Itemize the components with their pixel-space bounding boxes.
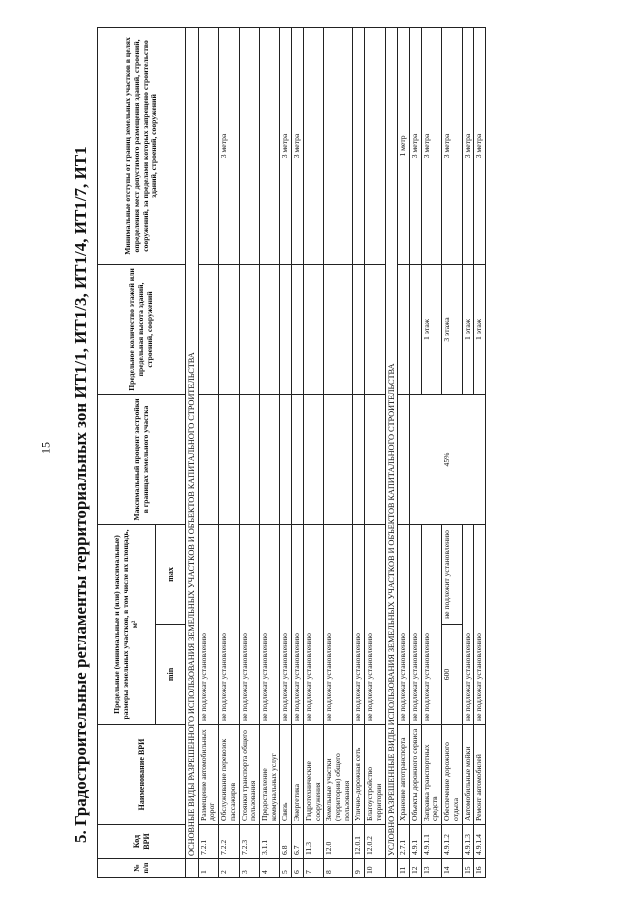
header-name: Наименование ВРИ	[98, 724, 186, 824]
build-percent	[292, 394, 304, 524]
build-percent	[324, 394, 353, 524]
build-percent	[398, 394, 410, 524]
build-percent	[219, 394, 239, 524]
blank-cell	[385, 858, 398, 877]
size-limits: не подлежат установлению	[239, 524, 259, 724]
vri-name: Земельные участки (территории) общего пользования	[324, 724, 353, 824]
header-code: Код ВРИ	[98, 824, 186, 858]
floors-limit	[409, 264, 421, 394]
setback-value: 3 метра	[462, 27, 474, 264]
table-row	[365, 27, 385, 877]
size-limits: не подлежат установлению	[474, 524, 486, 724]
section-row-main	[186, 27, 199, 877]
build-percent: 45%	[409, 394, 485, 524]
document-title: 5. Градостроительные регламенты территориальных зон ИТ1/1, ИТ1/3, ИТ1/4, ИТ1/7, ИТ1	[71, 145, 90, 843]
vri-code: 4.9.1.4	[474, 824, 486, 858]
vri-name: Энергетика	[292, 724, 304, 824]
setback-value: 3 метра	[421, 27, 441, 264]
vri-code: 4.9.1.3	[462, 824, 474, 858]
row-number: 4	[259, 858, 279, 877]
section-heading: УСЛОВНО РАЗРЕШЕННЫЕ ВИДЫ ИСПОЛЬЗОВАНИЯ ЗЕМЕЛЬНЫХ УЧАСТКОВ И ОБЪЕКТОВ КАПИТАЛЬНОГО СТРОИТЕЛЬСТВА	[385, 27, 398, 858]
header-percent: Максимальный процент застройки в границах земельного участка	[98, 394, 186, 524]
size-limits: не подлежат установлению	[198, 524, 218, 724]
vri-name: Благоустройство территории	[365, 724, 385, 824]
setback-value	[239, 27, 259, 264]
section-row-conditional	[385, 27, 398, 877]
row-number: 6	[292, 858, 304, 877]
size-limits: не подлежат установлению	[292, 524, 304, 724]
row-number: 12	[409, 858, 421, 877]
floors-limit	[292, 264, 304, 394]
row-number: 13	[421, 858, 441, 877]
row-number: 1	[198, 858, 218, 877]
build-percent	[353, 394, 365, 524]
setback-value: 1 метр	[398, 27, 410, 264]
vri-code: 7.2.1	[198, 824, 218, 858]
floors-limit: 1 этаж	[462, 264, 474, 394]
floors-limit	[198, 264, 218, 394]
floors-limit	[324, 264, 353, 394]
size-limits: не подлежат установлению	[280, 524, 292, 724]
vri-code: 4.9.1	[409, 824, 421, 858]
header-min: min	[156, 624, 186, 724]
size-limits: не подлежат установлению	[365, 524, 385, 724]
table-row	[259, 27, 279, 877]
floors-limit	[398, 264, 410, 394]
setback-value	[198, 27, 218, 264]
setback-value	[259, 27, 279, 264]
vri-name: Связь	[280, 724, 292, 824]
size-limits: не подлежат установлению	[353, 524, 365, 724]
size-limits: не подлежат установлению	[259, 524, 279, 724]
floors-limit	[219, 264, 239, 394]
table-row	[324, 27, 353, 877]
table-row	[280, 27, 292, 877]
vri-name: Предоставление коммунальных услуг	[259, 724, 279, 824]
table-row	[198, 27, 218, 877]
floors-limit	[280, 264, 292, 394]
table-row	[353, 27, 365, 877]
blank-cell	[186, 858, 199, 877]
table-row	[219, 27, 239, 877]
build-percent	[239, 394, 259, 524]
header-row	[98, 27, 156, 877]
size-limits: не подлежат установлению	[324, 524, 353, 724]
vri-name: Заправка транспортных средств	[421, 724, 441, 824]
size-limits: не подлежат установлению	[409, 524, 421, 724]
vri-code: 3.1.1	[259, 824, 279, 858]
table-row	[398, 27, 410, 877]
size-limits: не подлежат установлению	[303, 524, 323, 724]
vri-code: 11.3	[303, 824, 323, 858]
table-row	[303, 27, 323, 877]
build-percent	[303, 394, 323, 524]
size-limits: не подлежат установлению	[398, 524, 410, 724]
setback-value	[365, 27, 385, 264]
setback-value: 3 метра	[409, 27, 421, 264]
vri-code: 6.8	[280, 824, 292, 858]
floors-limit: 1 этаж	[474, 264, 486, 394]
vri-name: Стоянки транспорта общего пользования	[239, 724, 259, 824]
vri-code: 7.2.3	[239, 824, 259, 858]
vri-name: Улично-дорожная сеть	[353, 724, 365, 824]
vri-name: Автомобильные мойки	[462, 724, 474, 824]
floors-limit: 1 этаж	[421, 264, 441, 394]
row-number: 9	[353, 858, 365, 877]
row-number: 3	[239, 858, 259, 877]
build-percent	[365, 394, 385, 524]
page-number: 15	[38, 442, 53, 454]
row-number: 15	[462, 858, 474, 877]
floors-limit: 3 этажа	[442, 264, 462, 394]
vri-code: 4.9.1.1	[421, 824, 441, 858]
row-number: 2	[219, 858, 239, 877]
size-limits: не подлежат установлению	[219, 524, 239, 724]
section-heading: ОСНОВНЫЕ ВИДЫ РАЗРЕШЕННОГО ИСПОЛЬЗОВАНИЯ ЗЕМЕЛЬНЫХ УЧАСТКОВ И ОБЪЕКТОВ КАПИТАЛЬНОГО СТРОИТЕЛЬСТВА	[186, 27, 199, 858]
header-setbacks: Минимальные отступы от границ земельных участков в целях определения мест допустимого размещения зданий, строений, сооружений, за пределами которых запрещено строительство зданий, строений, сооружений	[98, 27, 186, 264]
floors-limit	[239, 264, 259, 394]
row-number: 16	[474, 858, 486, 877]
setback-value: 3 метра	[292, 27, 304, 264]
row-number: 8	[324, 858, 353, 877]
build-percent	[198, 394, 218, 524]
build-percent	[259, 394, 279, 524]
header-num: № п/п	[98, 858, 186, 877]
row-number: 7	[303, 858, 323, 877]
header-max: max	[156, 524, 186, 624]
regulations-table	[97, 26, 486, 877]
row-number: 11	[398, 858, 410, 877]
floors-limit	[303, 264, 323, 394]
setback-value: 3 метра	[442, 27, 462, 264]
vri-name: Обеспечение дорожного отдыха	[442, 724, 462, 824]
setback-value: 3 метра	[474, 27, 486, 264]
vri-name: Хранение автотранспорта	[398, 724, 410, 824]
size-limits: не подлежат установлению	[462, 524, 474, 724]
table-row	[292, 27, 304, 877]
vri-code: 4.9.1.2	[442, 824, 462, 858]
vri-name: Гидротехнические сооружения	[303, 724, 323, 824]
setback-value: 3 метра	[219, 27, 239, 264]
setback-value: 3 метра	[280, 27, 292, 264]
vri-code: 12.0	[324, 824, 353, 858]
vri-code: 12.0.2	[365, 824, 385, 858]
vri-name: Объекты дорожного сервиса	[409, 724, 421, 824]
row-number: 14	[442, 858, 462, 877]
setback-value	[324, 27, 353, 264]
vri-name: Обслуживание перевозок пассажиров	[219, 724, 239, 824]
vri-code: 12.0.1	[353, 824, 365, 858]
size-max: не подлежит установлению	[442, 524, 462, 624]
setback-value	[303, 27, 323, 264]
size-limits: не подлежат установлению	[421, 524, 441, 724]
vri-code: 6.7	[292, 824, 304, 858]
floors-limit	[353, 264, 365, 394]
table-row	[409, 27, 421, 877]
row-number: 5	[280, 858, 292, 877]
rotated-page-content	[65, 28, 575, 878]
vri-name: Ремонт автомобилей	[474, 724, 486, 824]
size-min: 600	[442, 624, 462, 724]
header-floors: Предельное количество этажей или предельная высота зданий, строений, сооружений	[98, 264, 186, 394]
floors-limit	[365, 264, 385, 394]
vri-code: 7.2.2	[219, 824, 239, 858]
build-percent	[280, 394, 292, 524]
setback-value	[353, 27, 365, 264]
table-row	[239, 27, 259, 877]
header-limits: Предельные (минимальные и (или) максимальные) размеры земельных участков, в том числе их площадь, м²	[98, 524, 156, 724]
vri-name: Размещение автомобильных дорог	[198, 724, 218, 824]
vri-code: 2.7.1	[398, 824, 410, 858]
floors-limit	[259, 264, 279, 394]
row-number: 10	[365, 858, 385, 877]
